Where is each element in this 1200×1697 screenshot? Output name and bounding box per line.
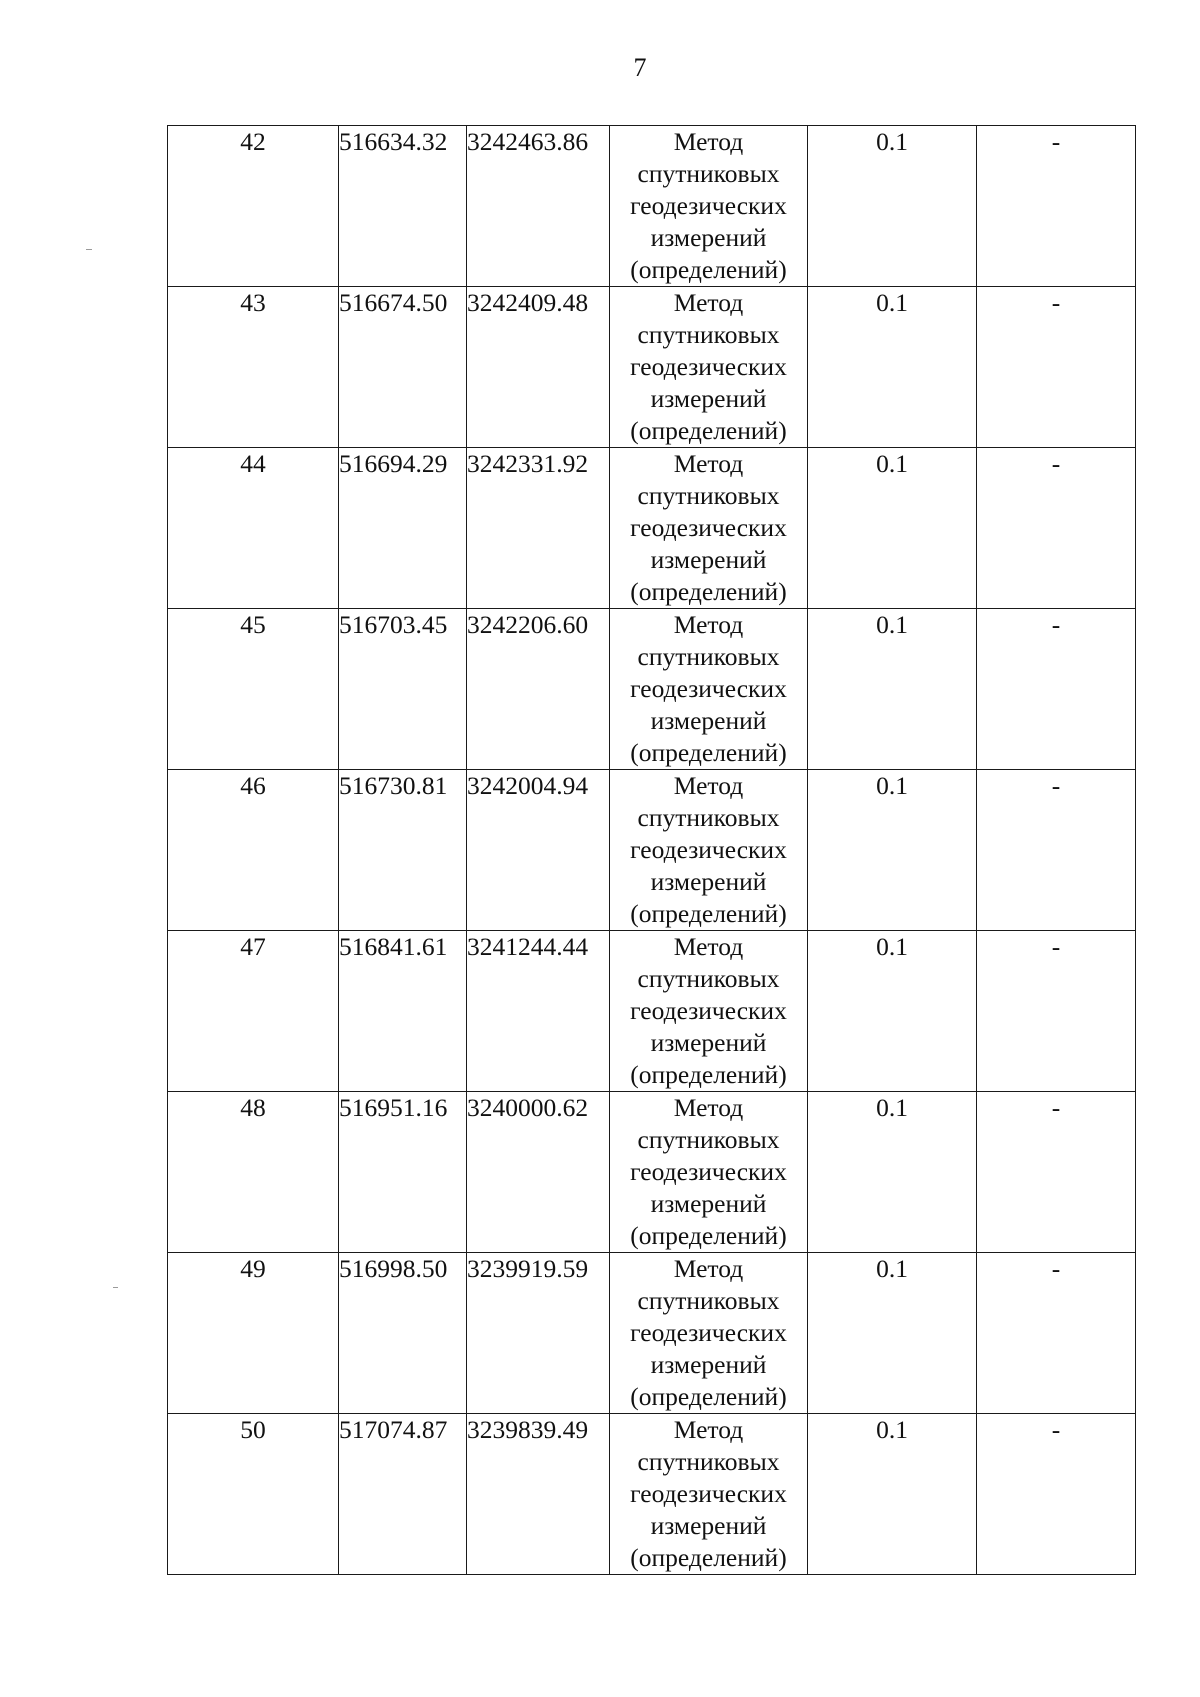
- method-text-line: Метод: [673, 1093, 744, 1122]
- method-text-line: измерений: [650, 867, 767, 896]
- method-text-line: спутниковых: [637, 1447, 780, 1476]
- method-text-line: (определений): [630, 416, 787, 445]
- method-cell: [610, 1092, 808, 1253]
- note-cell: -: [977, 126, 1136, 287]
- method-cell: [610, 126, 808, 287]
- x-coordinate-cell: 516841.61: [339, 931, 467, 1092]
- method-cell: [610, 1253, 808, 1414]
- x-coordinate-cell: 516634.32: [339, 126, 467, 287]
- point-number-cell: 50: [168, 1414, 339, 1575]
- accuracy-cell: 0.1: [808, 1253, 977, 1414]
- method-text-line: геодезических: [630, 835, 787, 864]
- point-number-cell: 47: [168, 931, 339, 1092]
- table-row: [168, 448, 1136, 609]
- point-number-cell: 48: [168, 1092, 339, 1253]
- method-text-line: измерений: [650, 223, 767, 252]
- x-coordinate-cell: 516703.45: [339, 609, 467, 770]
- method-text-line: спутниковых: [637, 159, 780, 188]
- y-coordinate-cell: 3242004.94: [467, 770, 610, 931]
- y-coordinate-cell: 3242206.60: [467, 609, 610, 770]
- method-text-line: спутниковых: [637, 642, 780, 671]
- method-text-line: спутниковых: [637, 1125, 780, 1154]
- method-text-line: Метод: [673, 610, 744, 639]
- table-row: [168, 770, 1136, 931]
- x-coordinate-cell: 516951.16: [339, 1092, 467, 1253]
- method-text-line: геодезических: [630, 1318, 787, 1347]
- y-coordinate-cell: 3239919.59: [467, 1253, 610, 1414]
- method-text-line: (определений): [630, 1382, 787, 1411]
- scan-speck: [113, 1287, 118, 1288]
- note-cell: -: [977, 1253, 1136, 1414]
- y-coordinate-cell: 3242463.86: [467, 126, 610, 287]
- table-row: [168, 126, 1136, 287]
- method-text-line: геодезических: [630, 513, 787, 542]
- accuracy-cell: 0.1: [808, 609, 977, 770]
- scan-speck: [86, 249, 92, 250]
- method-text-line: геодезических: [630, 1157, 787, 1186]
- point-number-cell: 45: [168, 609, 339, 770]
- accuracy-cell: 0.1: [808, 448, 977, 609]
- method-text-line: спутниковых: [637, 320, 780, 349]
- accuracy-cell: 0.1: [808, 1092, 977, 1253]
- coordinates-table: [167, 125, 1136, 1575]
- method-text-line: (определений): [630, 738, 787, 767]
- method-text-line: (определений): [630, 577, 787, 606]
- method-text-line: геодезических: [630, 1479, 787, 1508]
- y-coordinate-cell: 3239839.49: [467, 1414, 610, 1575]
- method-cell: [610, 287, 808, 448]
- point-number-cell: 46: [168, 770, 339, 931]
- accuracy-cell: 0.1: [808, 287, 977, 448]
- y-coordinate-cell: 3242331.92: [467, 448, 610, 609]
- point-number-cell: 44: [168, 448, 339, 609]
- accuracy-cell: 0.1: [808, 770, 977, 931]
- note-cell: -: [977, 609, 1136, 770]
- method-text-line: (определений): [630, 1060, 787, 1089]
- method-text-line: измерений: [650, 545, 767, 574]
- x-coordinate-cell: 516730.81: [339, 770, 467, 931]
- method-text-line: Метод: [673, 127, 744, 156]
- method-text-line: Метод: [673, 771, 744, 800]
- method-text-line: (определений): [630, 1543, 787, 1572]
- method-cell: [610, 1414, 808, 1575]
- table-row: [168, 931, 1136, 1092]
- accuracy-cell: 0.1: [808, 931, 977, 1092]
- method-text-line: измерений: [650, 1511, 767, 1540]
- method-text-line: спутниковых: [637, 964, 780, 993]
- method-text-line: геодезических: [630, 352, 787, 381]
- table-row: [168, 1414, 1136, 1575]
- table-row: [168, 1092, 1136, 1253]
- page-number: 7: [633, 53, 647, 82]
- method-cell: [610, 609, 808, 770]
- method-text-line: (определений): [630, 899, 787, 928]
- method-text-line: (определений): [630, 1221, 787, 1250]
- method-text-line: Метод: [673, 1415, 744, 1444]
- note-cell: -: [977, 287, 1136, 448]
- table-row: [168, 1253, 1136, 1414]
- x-coordinate-cell: 517074.87: [339, 1414, 467, 1575]
- method-text-line: измерений: [650, 1028, 767, 1057]
- method-text-line: (определений): [630, 255, 787, 284]
- point-number-cell: 49: [168, 1253, 339, 1414]
- note-cell: -: [977, 1414, 1136, 1575]
- method-text-line: геодезических: [630, 674, 787, 703]
- note-cell: -: [977, 770, 1136, 931]
- accuracy-cell: 0.1: [808, 126, 977, 287]
- note-cell: -: [977, 931, 1136, 1092]
- x-coordinate-cell: 516694.29: [339, 448, 467, 609]
- method-text-line: спутниковых: [637, 481, 780, 510]
- table-row: [168, 287, 1136, 448]
- table-row: [168, 609, 1136, 770]
- y-coordinate-cell: 3242409.48: [467, 287, 610, 448]
- method-text-line: геодезических: [630, 996, 787, 1025]
- point-number-cell: 43: [168, 287, 339, 448]
- method-text-line: измерений: [650, 384, 767, 413]
- note-cell: -: [977, 448, 1136, 609]
- point-number-cell: 42: [168, 126, 339, 287]
- method-cell: [610, 770, 808, 931]
- x-coordinate-cell: 516674.50: [339, 287, 467, 448]
- method-text-line: спутниковых: [637, 803, 780, 832]
- accuracy-cell: 0.1: [808, 1414, 977, 1575]
- method-text-line: геодезических: [630, 191, 787, 220]
- method-text-line: Метод: [673, 288, 744, 317]
- method-text-line: измерений: [650, 706, 767, 735]
- x-coordinate-cell: 516998.50: [339, 1253, 467, 1414]
- method-text-line: измерений: [650, 1350, 767, 1379]
- method-cell: [610, 448, 808, 609]
- method-text-line: Метод: [673, 1254, 744, 1283]
- method-text-line: спутниковых: [637, 1286, 780, 1315]
- method-text-line: измерений: [650, 1189, 767, 1218]
- y-coordinate-cell: 3240000.62: [467, 1092, 610, 1253]
- y-coordinate-cell: 3241244.44: [467, 931, 610, 1092]
- note-cell: -: [977, 1092, 1136, 1253]
- method-text-line: Метод: [673, 449, 744, 478]
- method-cell: [610, 931, 808, 1092]
- method-text-line: Метод: [673, 932, 744, 961]
